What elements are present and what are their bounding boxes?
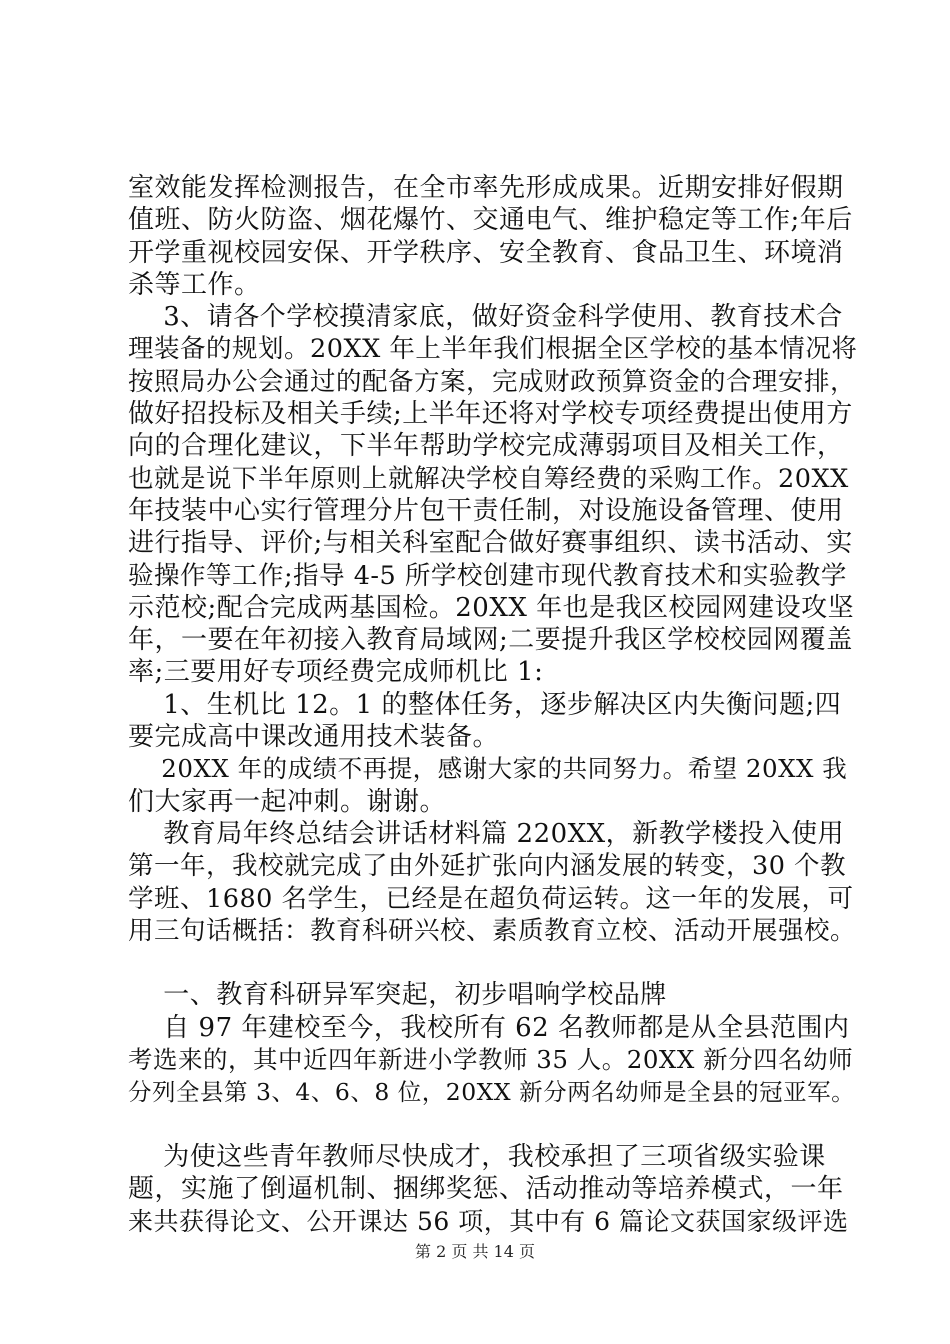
text-line: 分列全县第 3、4、6、8 位，20XX 新分两名幼师是全县的冠亚军。 [128,1078,856,1107]
text-line: 教育局年终总结会讲话材料篇 220XX，新教学楼投入使用 [128,818,845,849]
text-line: 向的合理化建议，下半年帮助学校完成薄弱项目及相关工作， [128,431,844,462]
blank-line [128,1109,858,1141]
text-line: 要完成高中课改通用技术装备。 [128,722,500,753]
text-line: 为使这些青年教师尽快成才，我校承担了三项省级实验课 [128,1141,826,1172]
text-line: 做好招投标及相关手续;上半年还将对学校专项经费提出使用方 [128,399,853,430]
text-line: 第一年，我校就完成了由外延扩张向内涵发展的转变，30 个教 [128,851,847,882]
text-line: 年，一要在年初接入教育局域网;二要提升我区学校校园网覆盖 [128,625,853,656]
text-line: 3、请各个学校摸清家底，做好资金科学使用、教育技术合 [128,302,843,333]
text-line: 年技装中心实行管理分片包干责任制，对设施设备管理、使用 [128,495,844,526]
text-line: 进行指导、评价;与相关科室配合做好赛事组织、读书活动、实 [128,528,853,559]
text-line: 验操作等工作;指导 4-5 所学校创建市现代教育技术和实验教学 [128,560,847,591]
text-line: 按照局办公会通过的配备方案，完成财政预算资金的合理安排， [128,366,857,397]
text-line: 用三句话概括：教育科研兴校、素质教育立校、活动开展强校。 [128,915,857,946]
blank-line [128,947,858,979]
text-line: 题，实施了倒逼机制、捆绑奖惩、活动推动等培养模式，一年 [128,1174,844,1205]
text-line: 示范校;配合完成两基国检。20XX 年也是我区校园网建设攻坚 [128,592,855,623]
text-line: 杀等工作。 [128,269,261,300]
text-line: 一、教育科研异军突起，初步唱响学校品牌 [128,980,667,1011]
page-footer: 第 2 页 共 14 页 [415,1242,535,1261]
text-line: 开学重视校园安保、开学秩序、安全教育、食品卫生、环境消 [128,237,844,268]
text-line: 考选来的，其中近四年新进小学教师 35 人。20XX 新分四名幼师 [128,1045,854,1075]
text-line: 室效能发挥检测报告，在全市率先形成成果。近期安排好假期 [128,173,844,203]
text-line: 们大家再一起冲刺。谢谢。 [128,786,447,817]
text-line: 也就是说下半年原则上就解决学校自筹经费的采购工作。20XX [128,463,849,494]
text-line: 理装备的规划。20XX 年上半年我们根据全区学校的基本情况将 [128,334,858,365]
document-body [128,172,858,1238]
text-line: 学班、1680 名学生，已经是在超负荷运转。这一年的发展，可 [128,883,854,914]
text-line: 率;三要用好专项经费完成师机比 1: [128,657,544,688]
text-line: 值班、防火防盗、烟花爆竹、交通电气、维护稳定等工作;年后 [128,205,853,236]
text-line: 20XX 年的成绩不再提，感谢大家的共同努力。希望 20XX 我 [128,754,848,784]
text-line: 来共获得论文、公开课达 56 项，其中有 6 篇论文获国家级评选 [128,1206,849,1236]
text-line: 自 97 年建校至今，我校所有 62 名教师都是从全县范围内 [128,1012,850,1043]
text-line: 1、生机比 12。1 的整体任务，逐步解决区内失衡问题;四 [128,689,842,720]
